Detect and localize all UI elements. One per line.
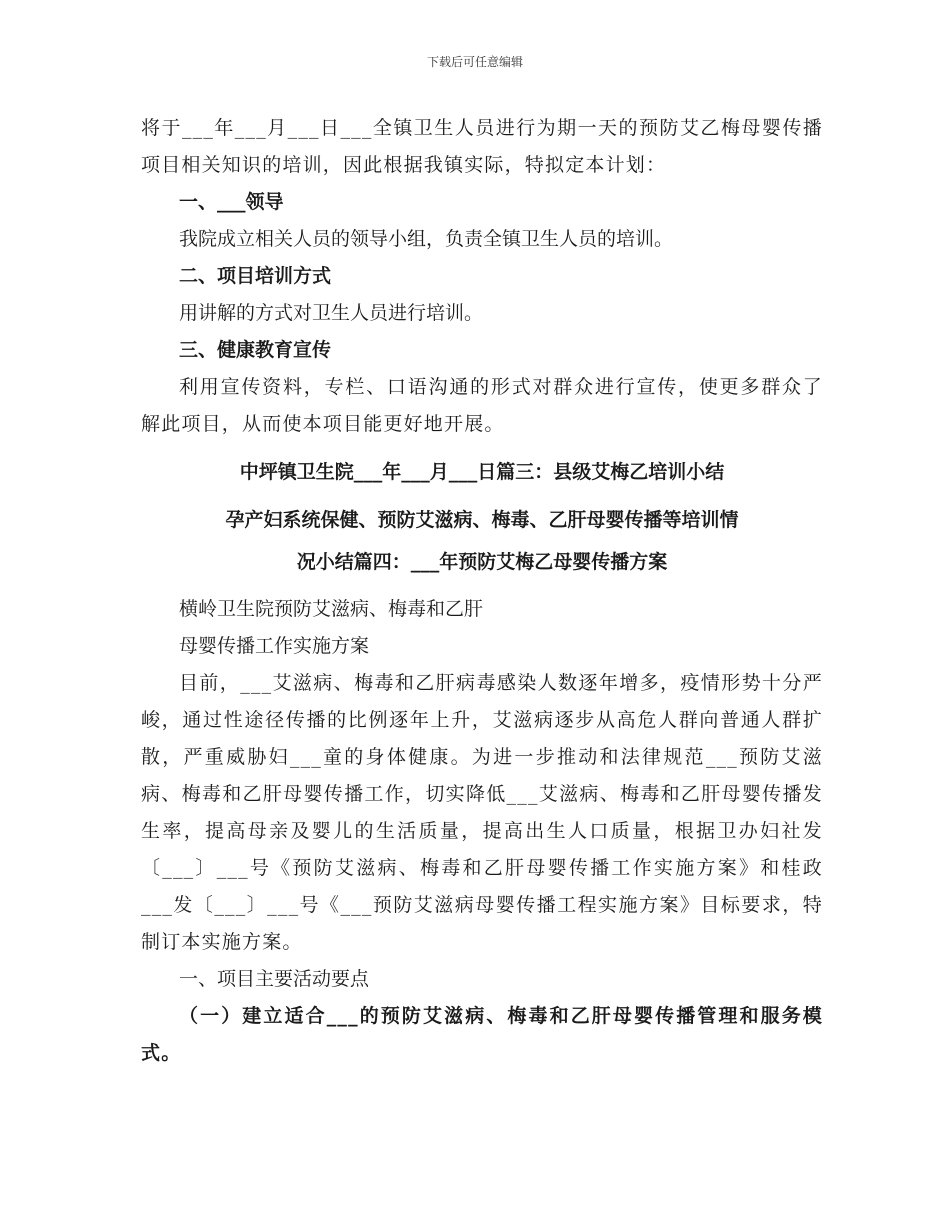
plan-subtitle-line1: 横岭卫生院预防艾滋病、梅毒和乙肝 — [179, 598, 484, 620]
plan-section — [141, 591, 823, 1072]
section-heading-health-education: 三、健康教育宣传 — [179, 339, 332, 361]
plan-subtitle-line2: 母婴传播工作实施方案 — [179, 635, 370, 657]
document-body — [141, 110, 823, 1072]
leadership-paragraph: 我院成立相关人员的领导小组，负责全镇卫生人员的培训。 — [179, 228, 674, 250]
intro-paragraph: 将于___年___月___日___全镇卫生人员进行为期一天的预防艾乙梅母婴传播项目相关知识的培训，因此根据我镇实际，特拟定本计划： — [141, 117, 823, 176]
subsection-heading-model: （一）建立适合___的预防艾滋病、梅毒和乙肝母婴传播管理和服务模式。 — [141, 1005, 823, 1064]
training-method-paragraph: 用讲解的方式对卫生人员进行培训。 — [179, 302, 484, 324]
plan-background-paragraph: 目前，___艾滋病、梅毒和乙肝病毒感染人数逐年增多，疫情形势十分严峻，通过性途径传播的比例逐年上升，艾滋病逐步从高危人群向普通人群扩散，严重威胁妇___童的身体健康。为进一步推动和法律规范___预防艾滋病、梅毒和乙肝母婴传播工作，切实降低___艾滋病、梅毒和乙肝母婴传播发生率，提高母亲及婴儿的生活质量，提高出生人口质量，根据卫办妇社发〔___〕___号《预防艾滋病、梅毒和乙肝母婴传播工作实施方案》和桂政___发〔___〕___号《___预防艾滋病母婴传播工程实施方案》目标要求，特制订本实施方案。 — [141, 672, 823, 953]
section-heading-training-method: 二、项目培训方式 — [179, 265, 332, 287]
health-education-paragraph: 利用宣传资料，专栏、口语沟通的形式对群众进行宣传，使更多群众了解此项目，从而使本项目能更好地开展。 — [141, 376, 823, 435]
section-heading-leadership: 一、___领导 — [179, 191, 284, 213]
title-block — [141, 451, 823, 583]
article-title-4-line2: 况小结篇四：___年预防艾梅乙母婴传播方案 — [296, 551, 668, 573]
page-header: 下载后可任意编辑 — [426, 55, 523, 69]
section-heading-activities: 一、项目主要活动要点 — [179, 968, 370, 990]
article-title-4-line1: 孕产妇系统保健、预防艾滋病、梅毒、乙肝母婴传播等培训情 — [225, 509, 739, 531]
article-title-3: 中坪镇卫生院___年___月___日篇三：县级艾梅乙培训小结 — [239, 461, 725, 483]
